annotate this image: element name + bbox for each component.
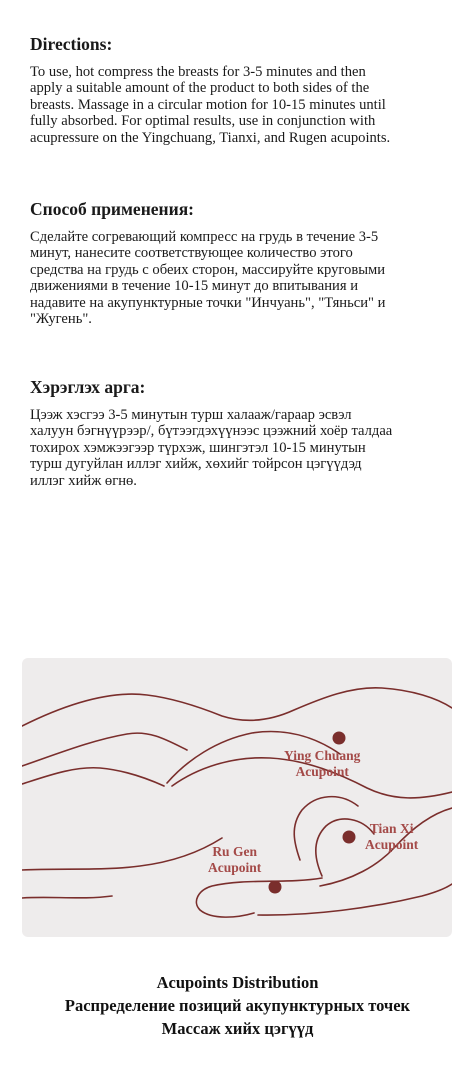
paragraph-line: иллэг хийж өгнө. (30, 472, 137, 489)
ying-chuang-point-icon (333, 732, 346, 745)
diagram-caption (0, 971, 475, 1040)
ru-gen-label (208, 844, 261, 876)
acupoint-diagram (22, 658, 452, 937)
paragraph-line: Цээж хэсгээ 3-5 минутын турш халааж/гараар эсвэл (30, 407, 352, 423)
point-label-line: Tian Xi (369, 821, 414, 836)
point-label-line: Acupoint (365, 837, 419, 852)
section-paragraph (30, 407, 450, 489)
section-heading: Хэрэглэх арга: (30, 377, 146, 397)
paragraph-line: "Жугень". (30, 311, 92, 328)
tian-xi-label (365, 821, 418, 853)
paragraph-line: fully absorbed. For optimal results, use in conjunction with (30, 113, 376, 130)
ru-gen-point-icon (269, 881, 282, 894)
section-heading: Directions: (30, 34, 113, 54)
caption-en: Acupoints Distribution (156, 973, 319, 992)
caption-ru: Распределение позиций акупунктурных точек (64, 996, 411, 1015)
directions-section-mn (30, 377, 450, 489)
section-paragraph (30, 229, 450, 327)
point-label-line: Acupoint (295, 764, 349, 779)
paragraph-line: Сделайте согревающий компресс на грудь в течение 3-5 (30, 229, 379, 245)
paragraph-line: движениями в течение 10-15 минут до впитывания и (30, 278, 359, 295)
ying-chuang-label (284, 748, 360, 780)
hands-illustration (22, 658, 452, 937)
tian-xi-point-icon (343, 831, 356, 844)
paragraph-line: минут, нанесите соответствующее количество этого (30, 245, 353, 262)
paragraph-line: breasts. Massage in a circular motion for 10-15 minutes until (30, 96, 386, 113)
point-label-line: Ying Chuang (284, 748, 361, 763)
paragraph-line: apply a suitable amount of the product to both sides of the (30, 80, 370, 97)
directions-section-en (30, 34, 450, 146)
paragraph-line: acupressure on the Yingchuang, Tianxi, and Rugen acupoints. (30, 129, 391, 146)
paragraph-line: средства на грудь с обеих сторон, массируйте круговыми (30, 261, 386, 278)
section-heading: Способ применения: (30, 199, 195, 219)
paragraph-line: надавите на акупунктурные точки "Инчуань", "Тяньси" и (30, 294, 386, 311)
section-paragraph (30, 64, 450, 146)
paragraph-line: тохирох хэмжээгээр түрхэж, шингэтэл 10-15 минутын (30, 439, 366, 456)
paragraph-line: халуун бэгнүүрээр/, бүтээгдэхүүнээс цээжний хоёр талдаа (30, 423, 393, 440)
paragraph-line: To use, hot compress the breasts for 3-5 minutes and then (30, 64, 366, 80)
point-label-line: Ru Gen (212, 844, 257, 859)
caption-mn: Массаж хийх цэгүүд (161, 1019, 314, 1038)
point-label-line: Acupoint (208, 860, 262, 875)
directions-section-ru (30, 199, 450, 327)
paragraph-line: турш дугуйлан иллэг хийж, хөхийг тойрсон цэгүүдэд (30, 456, 362, 473)
